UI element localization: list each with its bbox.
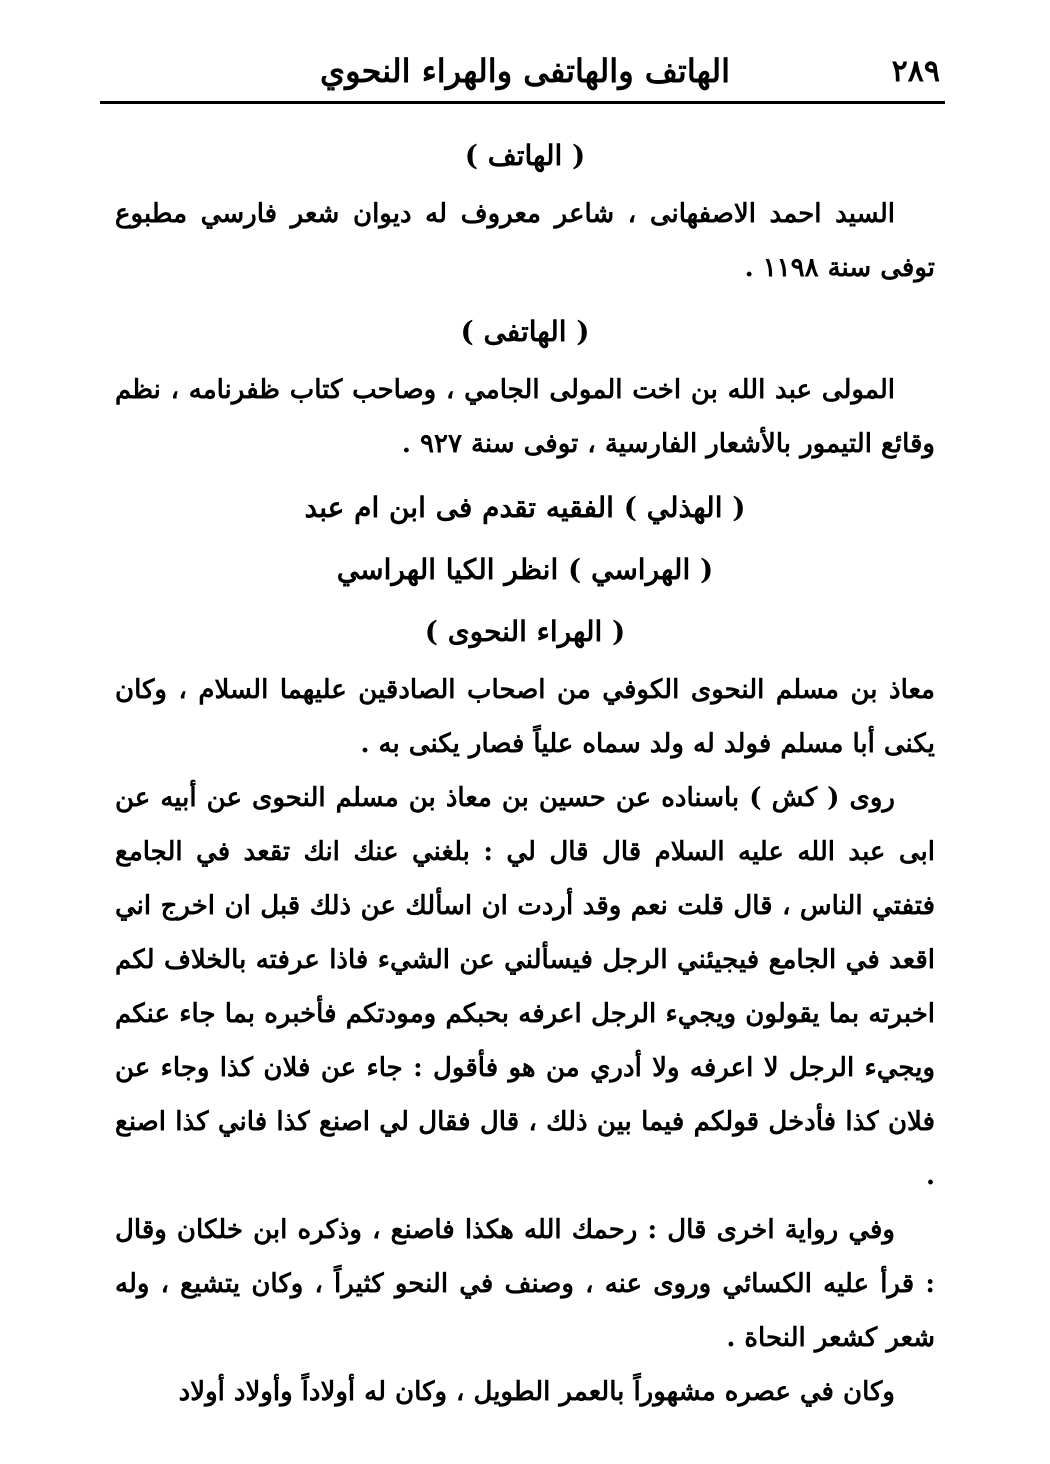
entry-paragraph: وكان في عصره مشهوراً بالعمر الطويل ، وكان له أولاداً وأولاد أولاد xyxy=(178,1377,895,1407)
page-body xyxy=(115,125,935,1419)
entry-paragraph: المولى عبد الله بن اخت المولى الجامي ، وصاحب كتاب ظفرنامه ، نظم وقائع التيمور بالأشعار الفارسية ، توفى سنة ٩٢٧ . xyxy=(115,375,935,459)
entry-paragraph: السيد احمد الاصفهانى ، شاعر معروف له ديوان شعر فارسي مطبوع توفى سنة ١١٩٨ . xyxy=(115,199,935,283)
entry-paragraph: وفي رواية اخرى قال : رحمك الله هكذا فاصنع ، وذكره ابن خلكان وقال : قرأ عليه الكسائي وروى عنه ، وصنف في النحو كثيراً ، وكان يتشيع ، وله شعر كشعر النحاة . xyxy=(115,1215,935,1353)
entry-paragraph: روى ( كش ) باسناده عن حسين بن معاذ بن مسلم النحوى عن أبيه عن ابى عبد الله عليه السلام قال قال لي : بلغني عنك انك تقعد في الجامع فتفتي الناس ، قال قلت نعم وقد أردت ان اسألك عن ذلك قبل ان اخرج اني اقعد في الجامع فيجيئني الرجل فيسألني عن الشيء فاذا عرفته بالخلاف لكم اخبرته بما يقولون ويجيء الرجل اعرفه بحبكم ومودتكم فأخبره بما جاء عنكم ويجيء الرجل لا اعرفه ولا أدري من هو فأقول : جاء عن فلان كذا وجاء عن فلان كذا فأدخل قولكم فيما بين ذلك ، قال فقال لي اصنع كذا فاني كذا اصنع . xyxy=(115,783,935,1191)
page-header xyxy=(110,52,940,102)
entry-paragraph: معاذ بن مسلم النحوى الكوفي من اصحاب الصادقين عليهما السلام ، وكان يكنى أبا مسلم فولد له ولد سماه علياً فصار يكنى به . xyxy=(115,675,935,759)
header-rule xyxy=(100,101,945,104)
entry-heading-hudhali: ( الهذلي ) الفقيه تقدم فى ابن ام عبد xyxy=(304,491,746,524)
entry-heading-hatif: ( الهاتف ) xyxy=(464,139,586,172)
entry-heading-hatifi: ( الهاتفى ) xyxy=(460,315,590,348)
page-number: ٢٨٩ xyxy=(891,54,940,89)
entry-heading-harrasi: ( الهراسي ) انظر الكيا الهراسي xyxy=(336,553,714,586)
running-title: الهاتف والهاتفى والهراء النحوي xyxy=(320,52,730,90)
entry-heading-harra-nahwi: ( الهراء النحوى ) xyxy=(424,615,626,648)
